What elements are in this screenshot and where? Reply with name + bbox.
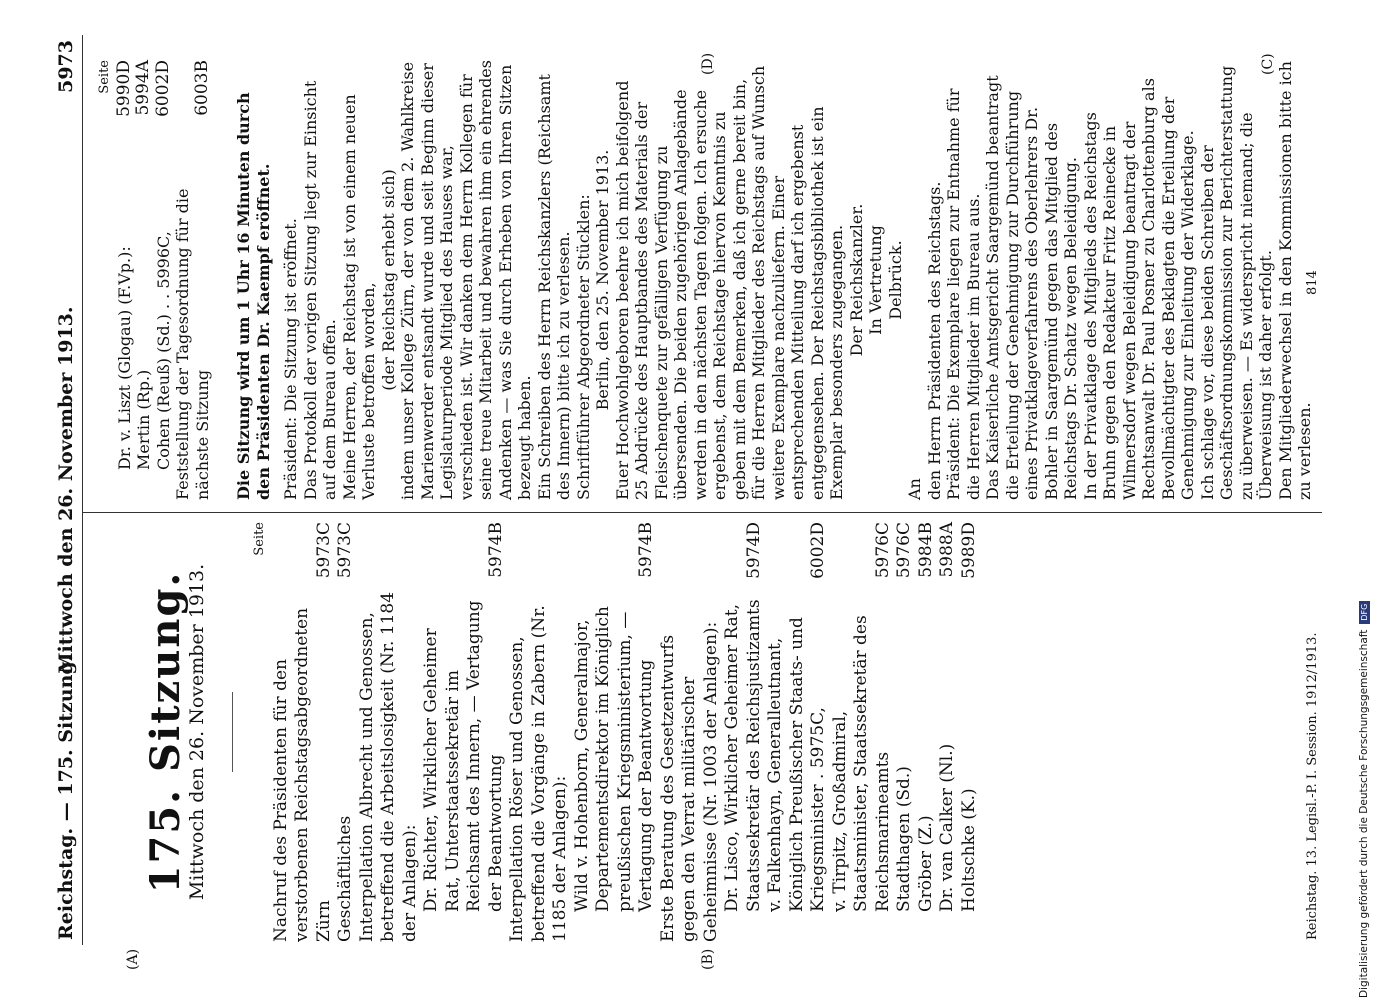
paragraph: indem unser Kollege Zürn, der von dem 2. Wahlkreise Marienwerder entsandt wurde und seit Beginn dieser Legislaturperiode Mitglied des Hauses war, verschieden ist. Wir danken dem Herrn Kollegen für seine treue Mitarbeit und bewahren ihm ein ehrendes Andenken — was Sie durch Erheben von Ihren Sitzen bezeugt haben.: [398, 60, 534, 500]
toc-entry: Cohen (Reuß) (Sd.) . . 5996C, 6002D: [152, 60, 173, 470]
paragraph: den Herrn Präsidenten des Reichstags.: [924, 181, 944, 500]
paragraph: Berlin, den 25. November 1913.: [593, 149, 612, 411]
margin-mark-d: (D): [700, 52, 716, 75]
dfg-credit: [1358, 8, 1370, 998]
toc-entry: Stadthagen (Sd.) 5976C: [894, 522, 914, 912]
toc-entry: v. Falkenhayn, Generalleutnant, Königlich Preußischer Staats- und Kriegsminister . 5975C, 6002D: [765, 522, 828, 912]
page-label: Seite: [252, 522, 267, 556]
margin-mark-c: (C): [1260, 53, 1276, 75]
toc-entry: v. Tirpitz, Großadmiral, Staatsminister, Staatssekretär des Reichsmarineamts 5976C: [829, 522, 893, 912]
toc-entry: Holtschke (K.) 5989D: [958, 522, 979, 912]
paragraph: Euer Hochwohlgeboren beehre ich mich beifolgend 25 Abdrücke des Hauptbandes des Materials der Fleischenquete zur gefälligen Verfügung zu übersenden. Die beiden zugehörigen Anlagebände werden in den nächsten Tagen folgen. Ich ersuche ergebenst, dem Reichstage hiervon Kenntnis zu geben mit dem Bemerken, daß ich gerne bereit bin, für die Herren Mitglieder des Reichstags auf Wunsch weitere Exemplare nachzuliefern. Einer entsprechenden Mitteilung darf ich ergebenst entgegensehen. Der Reichstagsbibliothek ist ein Exemplar besonders zugegangen.: [612, 65, 846, 500]
opening-statement: Die Sitzung wird um 1 Uhr 16 Minuten durch den Präsidenten Dr. Kaempf eröffnet.: [234, 92, 273, 500]
column-divider: [82, 512, 1322, 513]
paragraph: (der Reichstag erhebt sich): [378, 169, 398, 391]
paragraph: Delbrück.: [885, 240, 905, 320]
paragraph: Ein Schreiben des Herrn Reichskanzlers (Reichsamt des Innern) bitte ich zu verlesen.: [534, 74, 573, 500]
toc-entry: Dr. Richter, Wirklicher Geheimer Rat, Unterstaatssekretär im Reichsamt des Innern, — Vertagung der Beantwortung 5974B: [421, 522, 506, 912]
header-center: Mittwoch den 26. November 1913.: [55, 306, 77, 674]
right-column: [95, 60, 1315, 500]
toc-entry: Gröber (Z.) 5984B: [915, 522, 936, 912]
toc-entry: Interpellation Albrecht und Genossen, betreffend die Arbeitslosigkeit (Nr. 1184 der Anlagen):: [356, 591, 420, 942]
toc-entry: Wild v. Hohenborn, Generalmajor, Departementsdirektor im Königlich preußischen Kriegsministerium, — Vertagung der Beantwortung 5974B: [571, 522, 656, 912]
left-column: [95, 522, 980, 942]
footer-mark: 814: [1305, 270, 1320, 295]
dfg-logo: DFG: [1359, 601, 1370, 624]
toc-entry: Mertin (Rp.) 5994A: [133, 60, 153, 470]
short-rule: [232, 692, 233, 772]
header-left: Reichstag. — 175. Sitzung.: [55, 654, 77, 940]
paragraph: Schriftführer Abgeordneter Stücklen:: [573, 194, 593, 500]
paragraph: In der Privatklage des Mitglieds des Reichstags Bruhn gegen den Redakteur Fritz Reinecke in Wilmersdorf wegen Beleidigung beantragt der Rechtsanwalt Dr. Paul Posner zu Charlottenburg als Bevollmächtigter des Beklagten die Erteilung der Genehmigung zur Einleitung der Widerklage.: [1080, 78, 1197, 500]
header-page-number: 5973: [55, 40, 77, 93]
paragraph: Meine Herren, der Reichstag ist von einem neuen Verluste betroffen worden,: [339, 94, 378, 500]
toc-entry: Interpellation Röser und Genossen, betreffend die Vorgänge in Zabern (Nr. 1185 der Anlagen):: [507, 605, 570, 942]
header-rule: [82, 35, 83, 945]
paragraph: Das Kaiserliche Amtsgericht Saargemünd beantragt die Erteilung der Genehmigung zur Durchführung eines Privatklageverfahrens des Oberlehrers Dr. Bohler in Saargemünd gegen das Mitglied des Reichstags Dr. Schatz wegen Beleidigung.: [983, 75, 1080, 500]
paragraph: Den Mitgliederwechsel in den Kommissionen bitte ich zu verlesen.: [1275, 61, 1314, 500]
margin-mark-b: (B): [700, 948, 716, 970]
paragraph: Das Protokoll der vorigen Sitzung liegt zur Einsicht auf dem Bureau offen.: [300, 80, 339, 500]
dfg-credit-text: Digitalisierung gefördert durch die Deutsche Forschungsgemeinschaft: [1358, 629, 1370, 998]
toc-entry: Geschäftliches 5973C: [335, 522, 355, 942]
paragraph: Präsident: Die Exemplare liegen zur Entnahme für die Herren Mitglieder im Bureau aus.: [944, 88, 983, 500]
toc-entry: Feststellung der Tagesordnung für die nächste Sitzung 6003B: [173, 60, 212, 500]
session-title: 175. Sitzung.: [142, 570, 189, 894]
toc-entry: Dr. v. Liszt (Glogau) (F.Vp.): 5990D: [113, 60, 134, 470]
paragraph: Ich schlage vor, diese beiden Schreiben der Geschäftsordnungskommission zur Berichterstattung zu überweisen. — Es widerspricht niemand; die Überweisung ist daher erfolgt.: [1197, 65, 1275, 500]
paragraph: Präsident: Die Sitzung ist eröffnet.: [281, 218, 300, 500]
toc-entry: Dr. van Calker (Nl.) 5988A: [937, 522, 957, 912]
toc-entry: Erste Beratung des Gesetzentwurfs gegen den Verrat militärischer Geheimnisse (Nr. 1003 der Anlagen):: [657, 621, 721, 942]
paragraph: In Vertretung: [866, 225, 885, 335]
session-date: Mittwoch den 26. November 1913.: [185, 563, 208, 901]
page-label: Seite: [97, 60, 112, 94]
paragraph: An: [905, 478, 924, 500]
toc-entry: Dr. Lisco, Wirklicher Geheimer Rat, Staatssekretär des Reichsjustizamts 5974D: [722, 522, 764, 912]
toc-entry: Nachruf des Präsidenten für den verstorbenen Reichstagsabgeordneten Zürn 5973C: [270, 522, 334, 942]
margin-mark-a: (A): [125, 948, 141, 970]
paragraph: Der Reichskanzler.: [846, 203, 866, 357]
footer-session-info: Reichstag. 13. Legisl.-P. I. Session. 1912/1913.: [1305, 632, 1320, 940]
